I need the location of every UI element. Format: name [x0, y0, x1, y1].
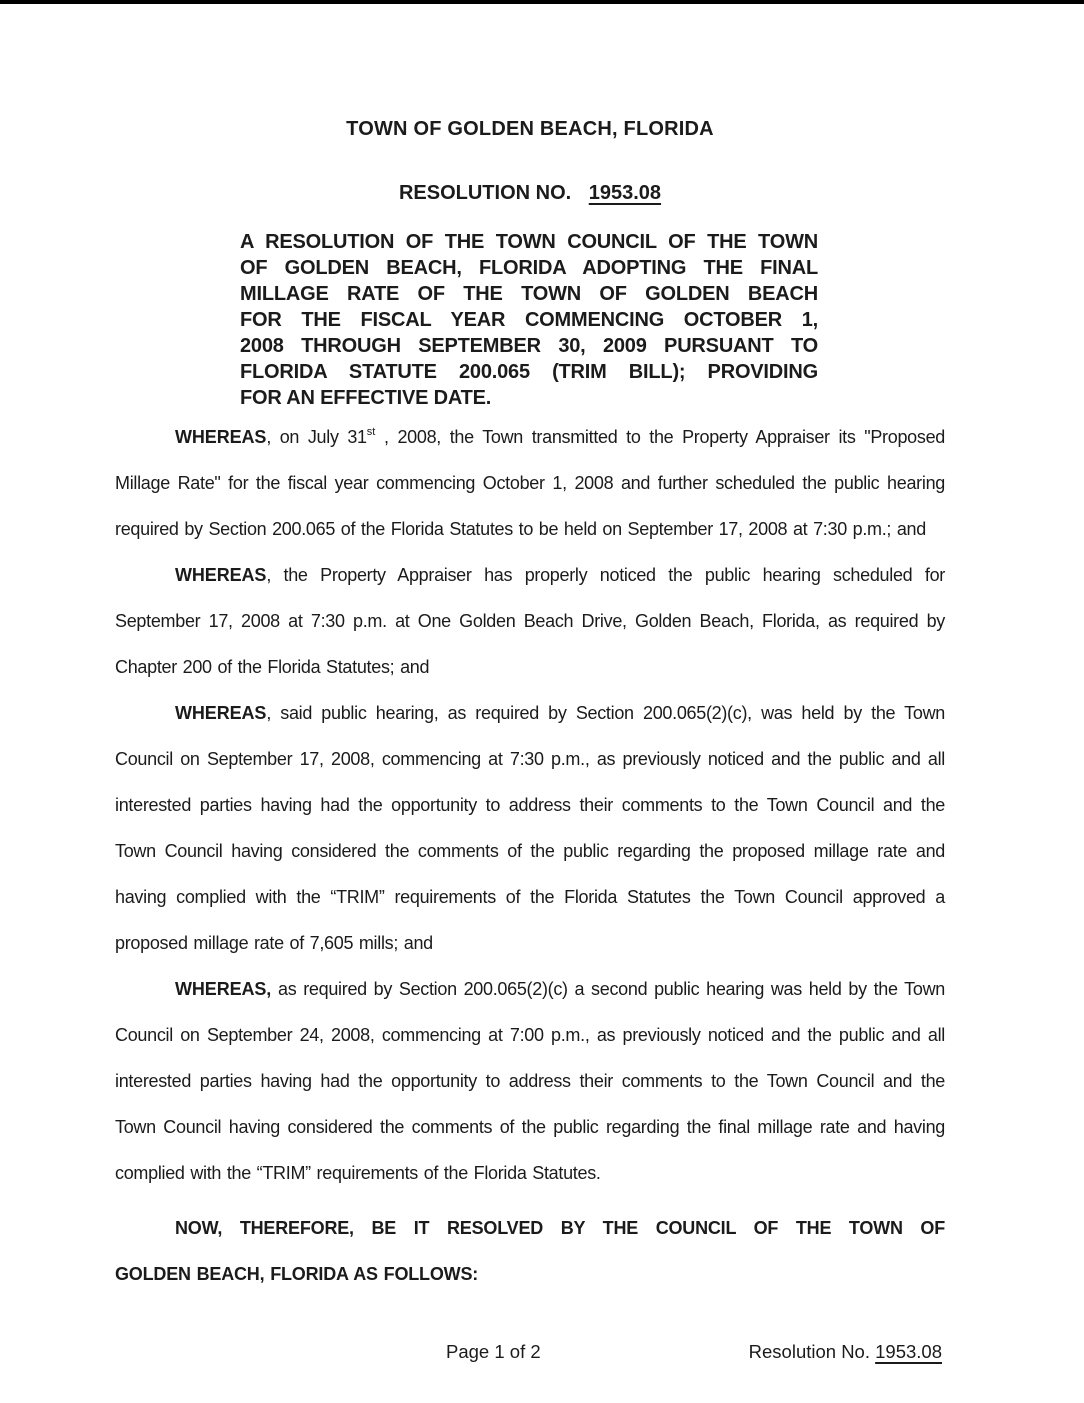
page-number: Page 1 of 2	[446, 1341, 541, 1362]
superscript-ordinal: st	[366, 426, 376, 438]
heading-line: FLORIDA STATUTE 200.065 (TRIM BILL); PROVIDING	[240, 361, 818, 383]
page-footer	[115, 1341, 945, 1367]
paragraph-lead: WHEREAS,	[175, 979, 272, 999]
paragraph-text: , 2008, the Town transmitted to the Property Appraiser its "Proposed Millage Rate" for the fiscal year commencing October 1, 2008 and further scheduled the public hearing required by Section 200.065 of the Florida Statutes to be held on September 17, 2008 at 7:30 p.m.; and	[115, 427, 945, 539]
paragraph-text: , the Property Appraiser has properly noticed the public hearing scheduled for September 17, 2008 at 7:30 p.m. at One Golden Beach Drive, Golden Beach, Florida, as required by Chapter 200 of the Florida Statutes; and	[115, 565, 945, 677]
paragraph-lead: WHEREAS	[175, 427, 267, 447]
heading-line: OF GOLDEN BEACH, FLORIDA ADOPTING THE FINAL	[240, 257, 818, 279]
whereas-paragraph-3	[115, 690, 945, 966]
document-title: TOWN OF GOLDEN BEACH, FLORIDA	[346, 118, 714, 140]
heading-line: FOR THE FISCAL YEAR COMMENCING OCTOBER 1,	[240, 309, 818, 331]
heading-line: MILLAGE RATE OF THE TOWN OF GOLDEN BEACH	[240, 283, 818, 305]
document-content	[115, 0, 945, 1297]
resolution-label: RESOLUTION NO.	[398, 182, 572, 204]
resolved-clause-line: GOLDEN BEACH, FLORIDA AS FOLLOWS:	[115, 1264, 479, 1284]
resolved-clause-line: NOW, THEREFORE, BE IT RESOLVED BY THE COUNCIL OF THE TOWN OF	[175, 1218, 945, 1238]
heading-line: FOR AN EFFECTIVE DATE.	[240, 387, 492, 409]
heading-line: A RESOLUTION OF THE TOWN COUNCIL OF THE TOWN	[240, 231, 818, 253]
paragraph-text: as required by Section 200.065(2)(c) a second public hearing was held by the Town Council on September 24, 2008, commencing at 7:00 p.m., as previously noticed and the public and all interested parties having had the opportunity to address their comments to the Town Council and the Town Council having considered the comments of the public regarding the final millage rate and having complied with the “TRIM” requirements of the Florida Statutes.	[115, 979, 945, 1183]
paragraph-lead: WHEREAS	[175, 565, 267, 585]
resolution-number: 1953.08	[588, 182, 662, 204]
resolution-heading-block	[240, 229, 818, 411]
paragraph-text: , said public hearing, as required by Section 200.065(2)(c), was held by the Town Council on September 17, 2008, commencing at 7:30 p.m., as previously noticed and the public and all interested parties having had the opportunity to address their comments to the Town Council and the Town Council having considered the comments of the public regarding the proposed millage rate and having complied with the “TRIM” requirements of the Florida Statutes the Town Council approved a proposed millage rate of 7,605 mills; and	[115, 703, 945, 953]
paragraph-lead: WHEREAS	[175, 703, 267, 723]
whereas-paragraph-4	[115, 966, 945, 1196]
whereas-paragraph-2	[115, 552, 945, 690]
whereas-paragraph-1	[115, 414, 945, 552]
paragraph-text: , on July 31	[266, 427, 367, 447]
resolution-ref-label: Resolution No.	[748, 1341, 870, 1362]
resolution-number-line	[115, 181, 945, 205]
resolved-clause	[115, 1205, 945, 1297]
heading-line: 2008 THROUGH SEPTEMBER 30, 2009 PURSUANT TO	[240, 335, 818, 357]
resolution-ref-number: 1953.08	[875, 1341, 942, 1362]
resolution-reference	[749, 1341, 942, 1363]
